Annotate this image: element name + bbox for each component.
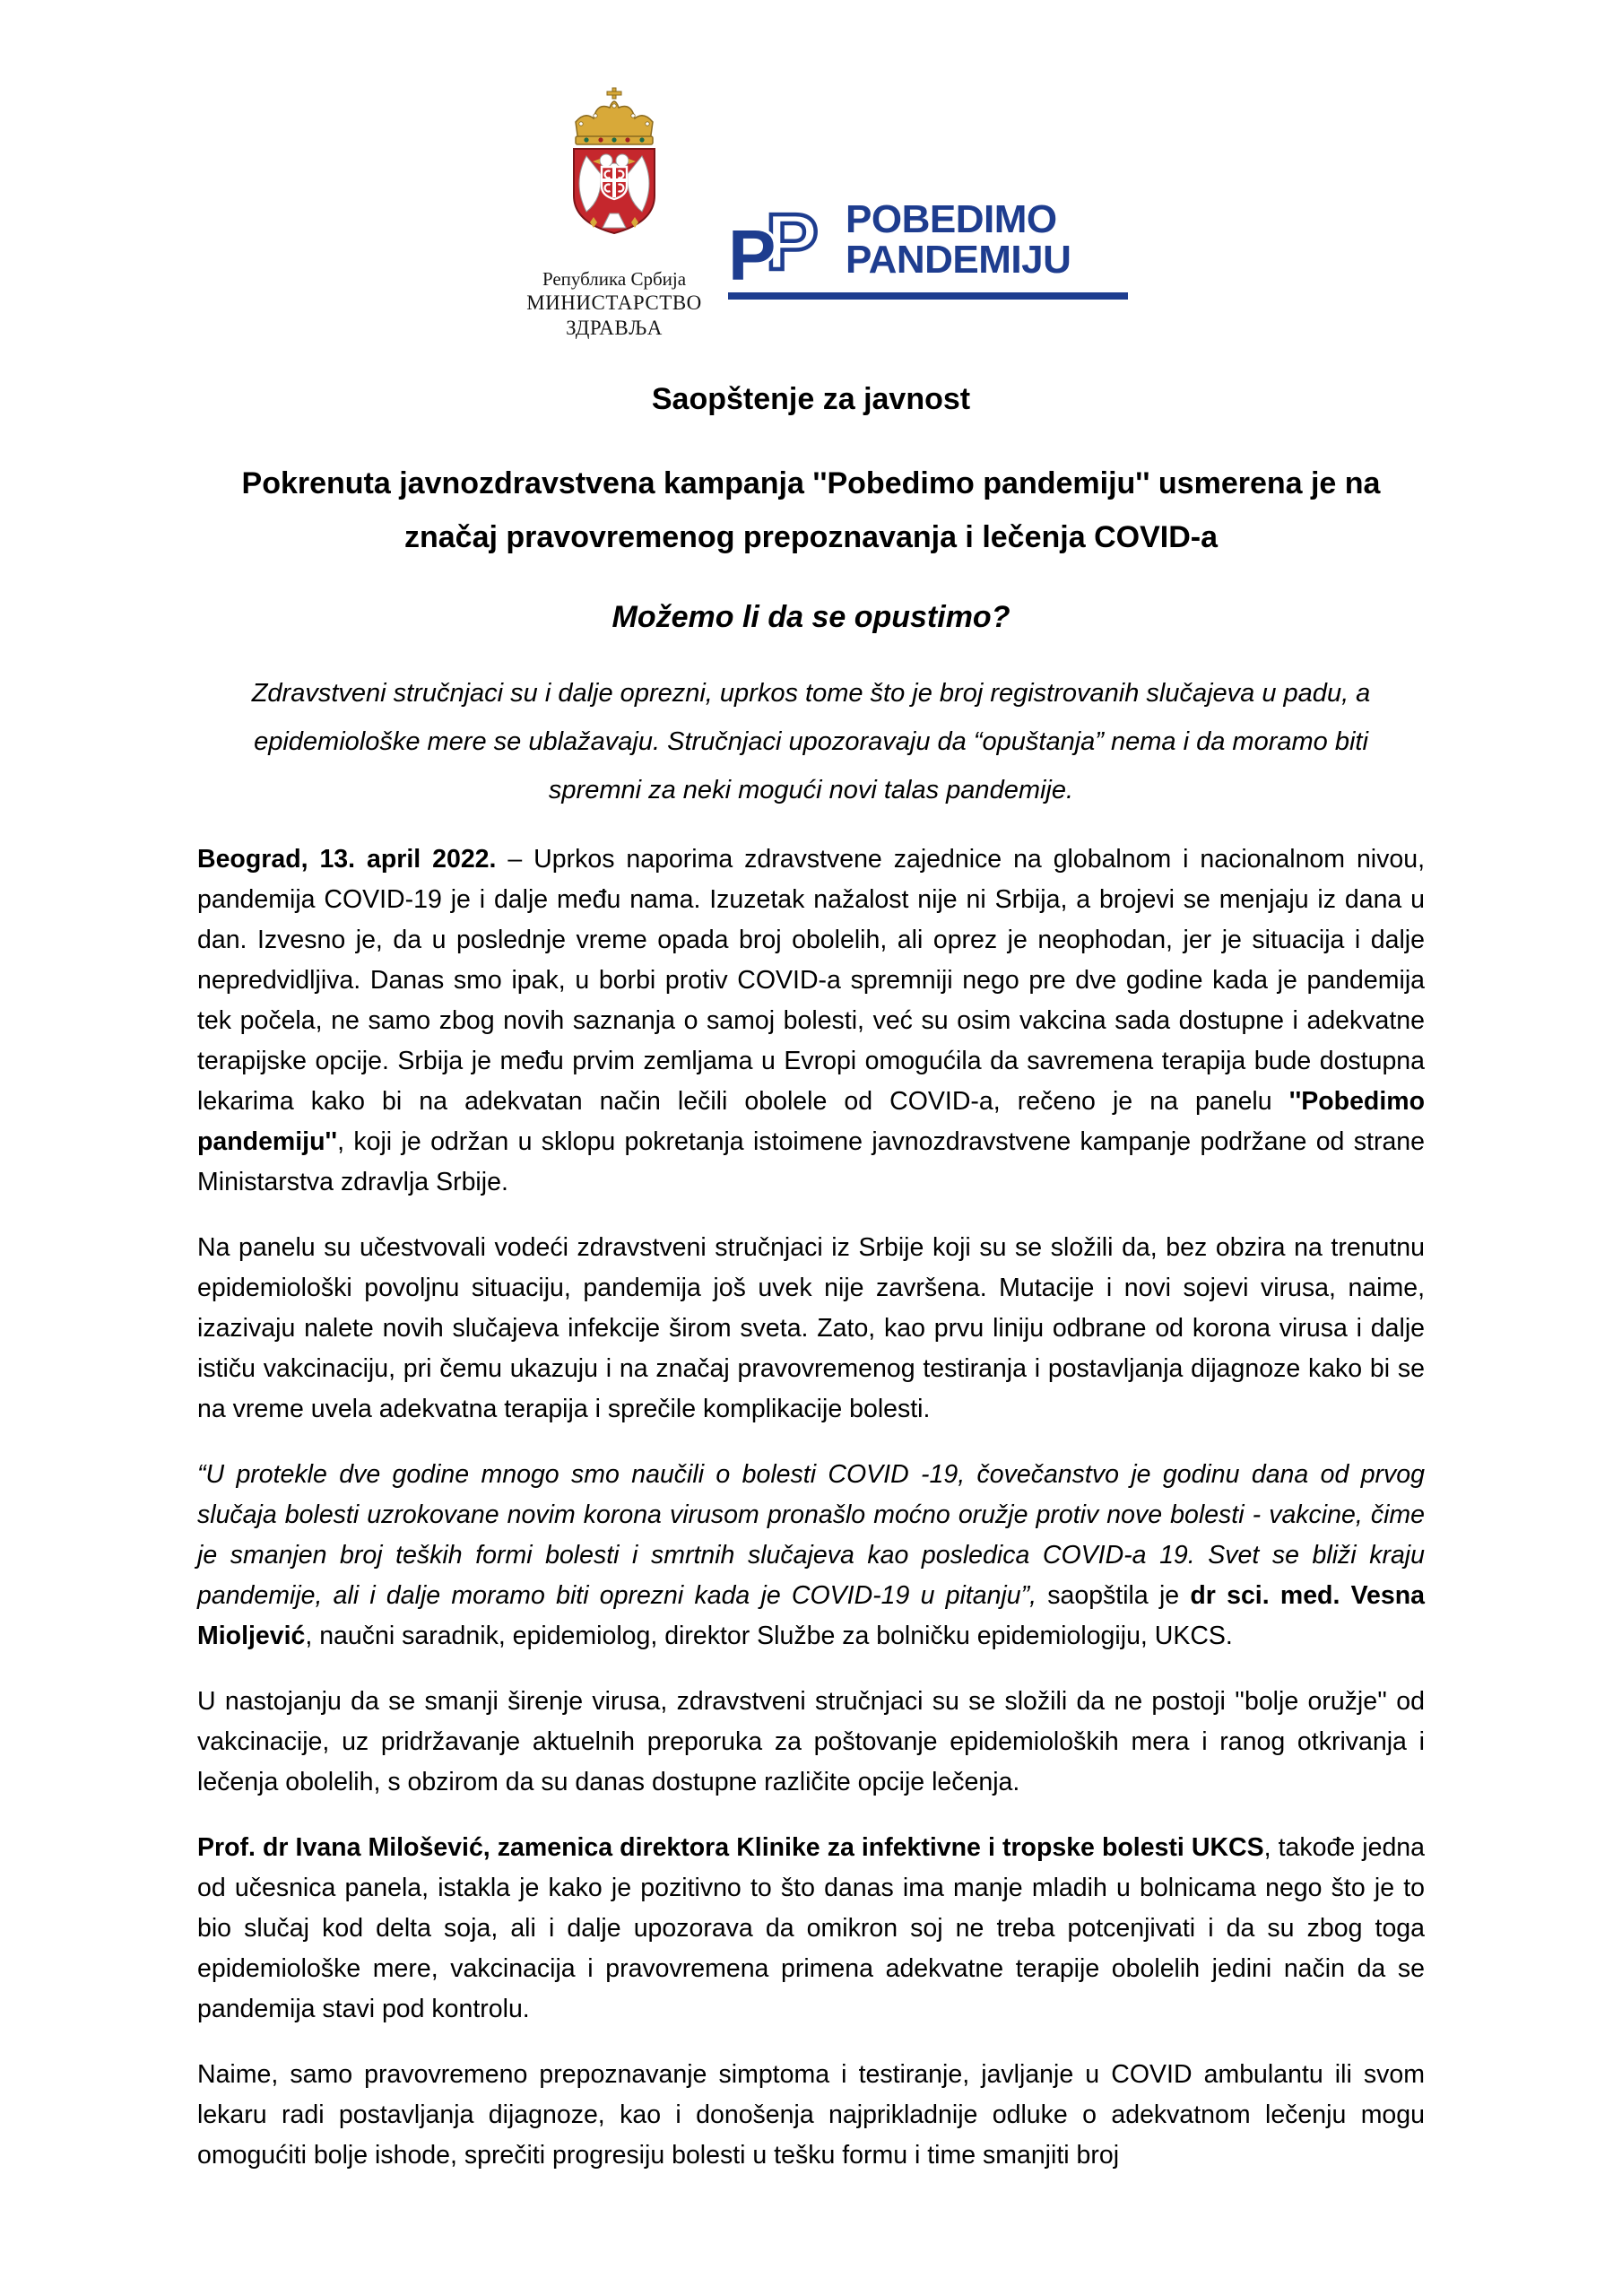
headline: Pokrenuta javnozdravstvena kampanja ''Pobedimo pandemiju'' usmerena je na značaj pravovremenog prepoznavanja i lečenja COVID-a — [241, 466, 1381, 554]
paragraph-closing: Naime, samo pravovremeno prepoznavanje simptoma i testiranje, javljanje u COVID ambulantu ili svom lekaru radi postavljanja dijagnoze, kao i donošenja najprikladnije odluke o adekvatnom lečenju mogu omogućiti bolje ishode, sprečiti progresiju bolesti u tešku formu i time smanjiti broj — [197, 2060, 1425, 2170]
quote-attribution-lead: saopštila je — [1037, 1581, 1191, 1610]
paragraph-vaccination: U nastojanju da se smanji širenje virusa, zdravstveni stručnjaci su se složili da ne postoji ''bolje oružje'' od vakcinacije, uz pridržavanje aktuelnih preporuka za poštovanje epidemioloških mera i ranog otkrivanja i lečenja obolelih, s obzirom da su danas dostupne različite opcije lečenja. — [197, 1687, 1425, 1796]
lede-paragraph: Zdravstveni stručnjaci su i dalje oprezni, uprkos tome što je broj registrovanih slučajeva u padu, a epidemiološke mere se ublažavaju. Stručnjaci upozoravaju da “opuštanja” nema i da moramo biti spremni za neki mogući novi talas pandemije. — [251, 679, 1371, 804]
logo-underline — [728, 292, 1128, 300]
paragraph-panel: Na panelu su učestvovali vodeći zdravstveni stručnjaci iz Srbije koji su se složili da, bez obzira na trenutnu epidemiološki povoljnu situaciju, pandemija još uvek nije završena. Mutacije i novi sojevi virusa, naime, izazivaju nalete novih slučajeva infekcije širom sveta. Zato, kao prvu liniju odbrane od korona virusa i dalje ističu vakcinaciju, pri čemu ukazuju i na značaj pravovremenog testiranja i postavljanja dijagnoze kako bi se na vreme uvela adekvatna terapija i sprečile komplikacije bolesti. — [197, 1233, 1425, 1423]
paragraph-dateline — [197, 839, 1425, 1203]
campaign-logo-text — [846, 199, 1071, 280]
pp-monogram-icon — [728, 204, 840, 282]
campaign-name-bold: ''Pobedimo pandemiju'' — [197, 1087, 1425, 1156]
subtitle: Možemo li da se opustimo? — [612, 600, 1010, 634]
quote-attribution-title: , naučni saradnik, epidemiolog, direktor Službe za bolničku epidemiologiju, UKCS. — [305, 1622, 1233, 1650]
dateline: Beograd, 13. april 2022. — [197, 845, 497, 874]
ministry-block — [498, 86, 731, 341]
paragraph-milosevic — [197, 1828, 1425, 2030]
paragraph-dateline-text-b: , koji je održan u sklopu pokretanja istoimene javnozdravstvene kampanje podržane od strane Ministarstva zdravlja Srbije. — [197, 1127, 1425, 1196]
svg-text:P: P — [766, 204, 819, 282]
campaign-logo — [728, 199, 1128, 300]
republic-name: Република Србија — [542, 268, 687, 290]
ministry-name: МИНИСТАРСТВО ЗДРАВЉА — [526, 291, 702, 339]
svg-text:P: P — [728, 215, 776, 282]
letterhead — [0, 0, 1622, 339]
page-title: Saopštenje za javnost — [651, 382, 971, 416]
milosevic-name-bold: Prof. dr Ivana Milošević, zamenica direktora Klinike za infektivne i tropske bolesti UKCS — [197, 1833, 1264, 1862]
logo-line1: POBEDIMO — [846, 197, 1057, 241]
paragraph-dateline-text-a: – Uprkos naporima zdravstvene zajednice na globalnom i nacionalnom nivou, pandemija COVID-19 je i dalje među nama. Izuzetak nažalost nije ni Srbija, a brojevi se menjaju iz dana u dan. Izvesno je, da u poslednje vreme opada broj obolelih, ali oprez je neophodan, jer je situacija i dalje nepredvidljiva. Danas smo ipak, u borbi protiv COVID-a spremniji nego pre dve godine kada je pandemija tek počela, ne samo zbog novih saznanja o samoj bolesti, već su osim vakcina sada dostupne i adekvatne terapijske opcije. Srbija je među prvim zemljama u Evropi omogućila da savremena terapija bude dostupna lekarima kako bi na adekvatan način lečili obolele od COVID-a, rečeno je na panelu — [197, 845, 1425, 1116]
campaign-logo-row — [728, 199, 1128, 282]
document-body — [0, 382, 1622, 2176]
quote-text: “U protekle dve godine mnogo smo naučili o bolesti COVID -19, čovečanstvo je godinu dana od prvog slučaja bolesti uzrokovane novim korona virusom pronašlo moćno oružje protiv nove bolesti - vakcine, čime je smanjen broj teških formi bolesti i smrtnih slučajeva kao posledica COVID-a 19. Svet se bliži kraju pandemije, ali i dalje moramo biti oprezni kada je COVID-19 u pitanju”, — [197, 1460, 1425, 1610]
logo-line2: PANDEMIJU — [846, 238, 1071, 282]
paragraph-quote — [197, 1455, 1425, 1657]
serbia-coat-of-arms-icon — [547, 86, 681, 265]
paragraph-milosevic-text: , takođe jedna od učesnica panela, istakla je kako je pozitivno to što danas ima manje mladih u bolnicama nego što je to bio slučaj kod delta soja, ali i dalje upozorava da omikron soj ne treba potcenjivati i da su zbog toga epidemiološke mere, vakcinacija i pravovremena primena adekvatne terapije obolelih jedini način da se pandemija stavi pod kontrolu. — [197, 1833, 1425, 2023]
quote-attribution-name: dr sci. med. Vesna Mioljević — [197, 1581, 1425, 1650]
